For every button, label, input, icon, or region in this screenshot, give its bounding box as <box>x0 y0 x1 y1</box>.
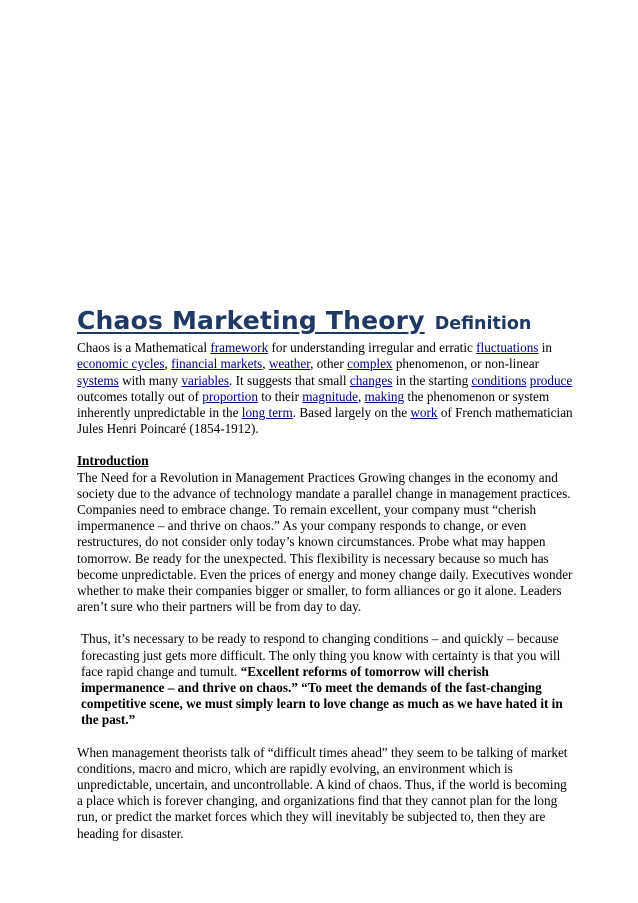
paragraph-2 <box>77 631 573 728</box>
link-making[interactable]: making <box>364 388 405 404</box>
definition-paragraph <box>77 340 573 437</box>
link-long-term[interactable]: long term <box>241 405 293 421</box>
definition-text: Chaos is a Mathematical <box>77 340 211 356</box>
definition-text: . It suggests that small <box>229 372 350 388</box>
definition-text: the phenomenon or system inherently unpredictable in the <box>77 388 550 421</box>
definition-text: , <box>164 356 172 372</box>
link-work[interactable]: work <box>410 405 438 421</box>
link-changes[interactable]: changes <box>349 372 393 388</box>
link-framework[interactable]: framework <box>210 340 269 356</box>
link-conditions[interactable]: conditions <box>471 372 527 388</box>
definition-text: , <box>357 388 365 404</box>
definition-text: of French mathematician Jules Henri Poincaré (1854-1912). <box>77 405 573 437</box>
introduction-section <box>77 453 573 615</box>
definition-text: in the starting <box>392 372 472 388</box>
definition-text: with many <box>118 372 182 388</box>
link-economic-cycles[interactable]: economic cycles <box>77 356 165 372</box>
definition-text: in <box>538 340 552 356</box>
link-magnitude[interactable]: magnitude <box>302 388 358 404</box>
introduction-heading: Introduction <box>77 453 149 469</box>
document-title <box>77 306 573 335</box>
title-suffix: Definition <box>434 314 532 334</box>
link-financial-markets[interactable]: financial markets <box>171 356 263 372</box>
definition-text: phenomenon, or non-linear <box>392 356 540 372</box>
definition-text: , <box>262 356 269 372</box>
link-produce[interactable]: produce <box>529 372 573 388</box>
definition-text: to their <box>257 388 303 404</box>
definition-text: . Based largely on the <box>292 405 411 421</box>
link-proportion[interactable]: proportion <box>202 388 258 404</box>
link-fluctuations[interactable]: fluctuations <box>476 340 539 356</box>
definition-text: outcomes totally out of <box>77 388 203 404</box>
paragraph-3-text: When management theorists talk of “difficult times ahead” they seem to be talking of market conditions, macro and micro, which are rapidly evolving, an environment which is unpredictable, uncertain, and uncontrollable. A kind of chaos. Thus, if the world is becoming a place which is forever changing, and organizations find that they cannot plan for the long run, or predict the market forces which they will inevitably be subjected to, then they are heading for disaster. <box>77 744 568 841</box>
introduction-text: The Need for a Revolution in Management Practices Growing changes in the economy and society due to the advance of technology mandate a parallel change in management practices. Companies need to embrace change. To remain excellent, your company must “cherish impermanence – and thrive on chaos.” As your company responds to change, or even restructures, do not consider only today’s known circumstances. Probe what may happen tomorrow. Be ready for the unexpected. This flexibility is necessary because so much has become unpredictable. Even the prices of energy and money change daily. Executives wonder whether to make their companies bigger or smaller, to form alliances or go it alone. Leaders aren’t sure who their partners will be from day to day. <box>77 469 573 615</box>
link-complex[interactable]: complex <box>347 356 393 372</box>
definition-text: , other <box>310 356 348 372</box>
link-variables[interactable]: variables <box>181 372 230 388</box>
paragraph-2-quote: “Excellent reforms of tomorrow will cherish impermanence – and thrive on chaos.” “To meet the demands of the fast-changing competitive scene, we must simply learn to love change as much as we have hated it in the past.” <box>81 663 563 728</box>
link-systems[interactable]: systems <box>77 372 119 388</box>
definition-text: for understanding irregular and erratic <box>268 340 477 356</box>
document-page <box>77 306 573 858</box>
title-text: Chaos Marketing Theory <box>77 306 425 335</box>
link-weather[interactable]: weather <box>268 356 311 372</box>
paragraph-2-text: Thus, it’s necessary to be ready to respond to changing conditions – and quickly – because forecasting just gets more difficult. The only thing you know with certainty is that you will face rapid change and tumult. <box>81 631 561 679</box>
paragraph-3 <box>77 745 573 842</box>
